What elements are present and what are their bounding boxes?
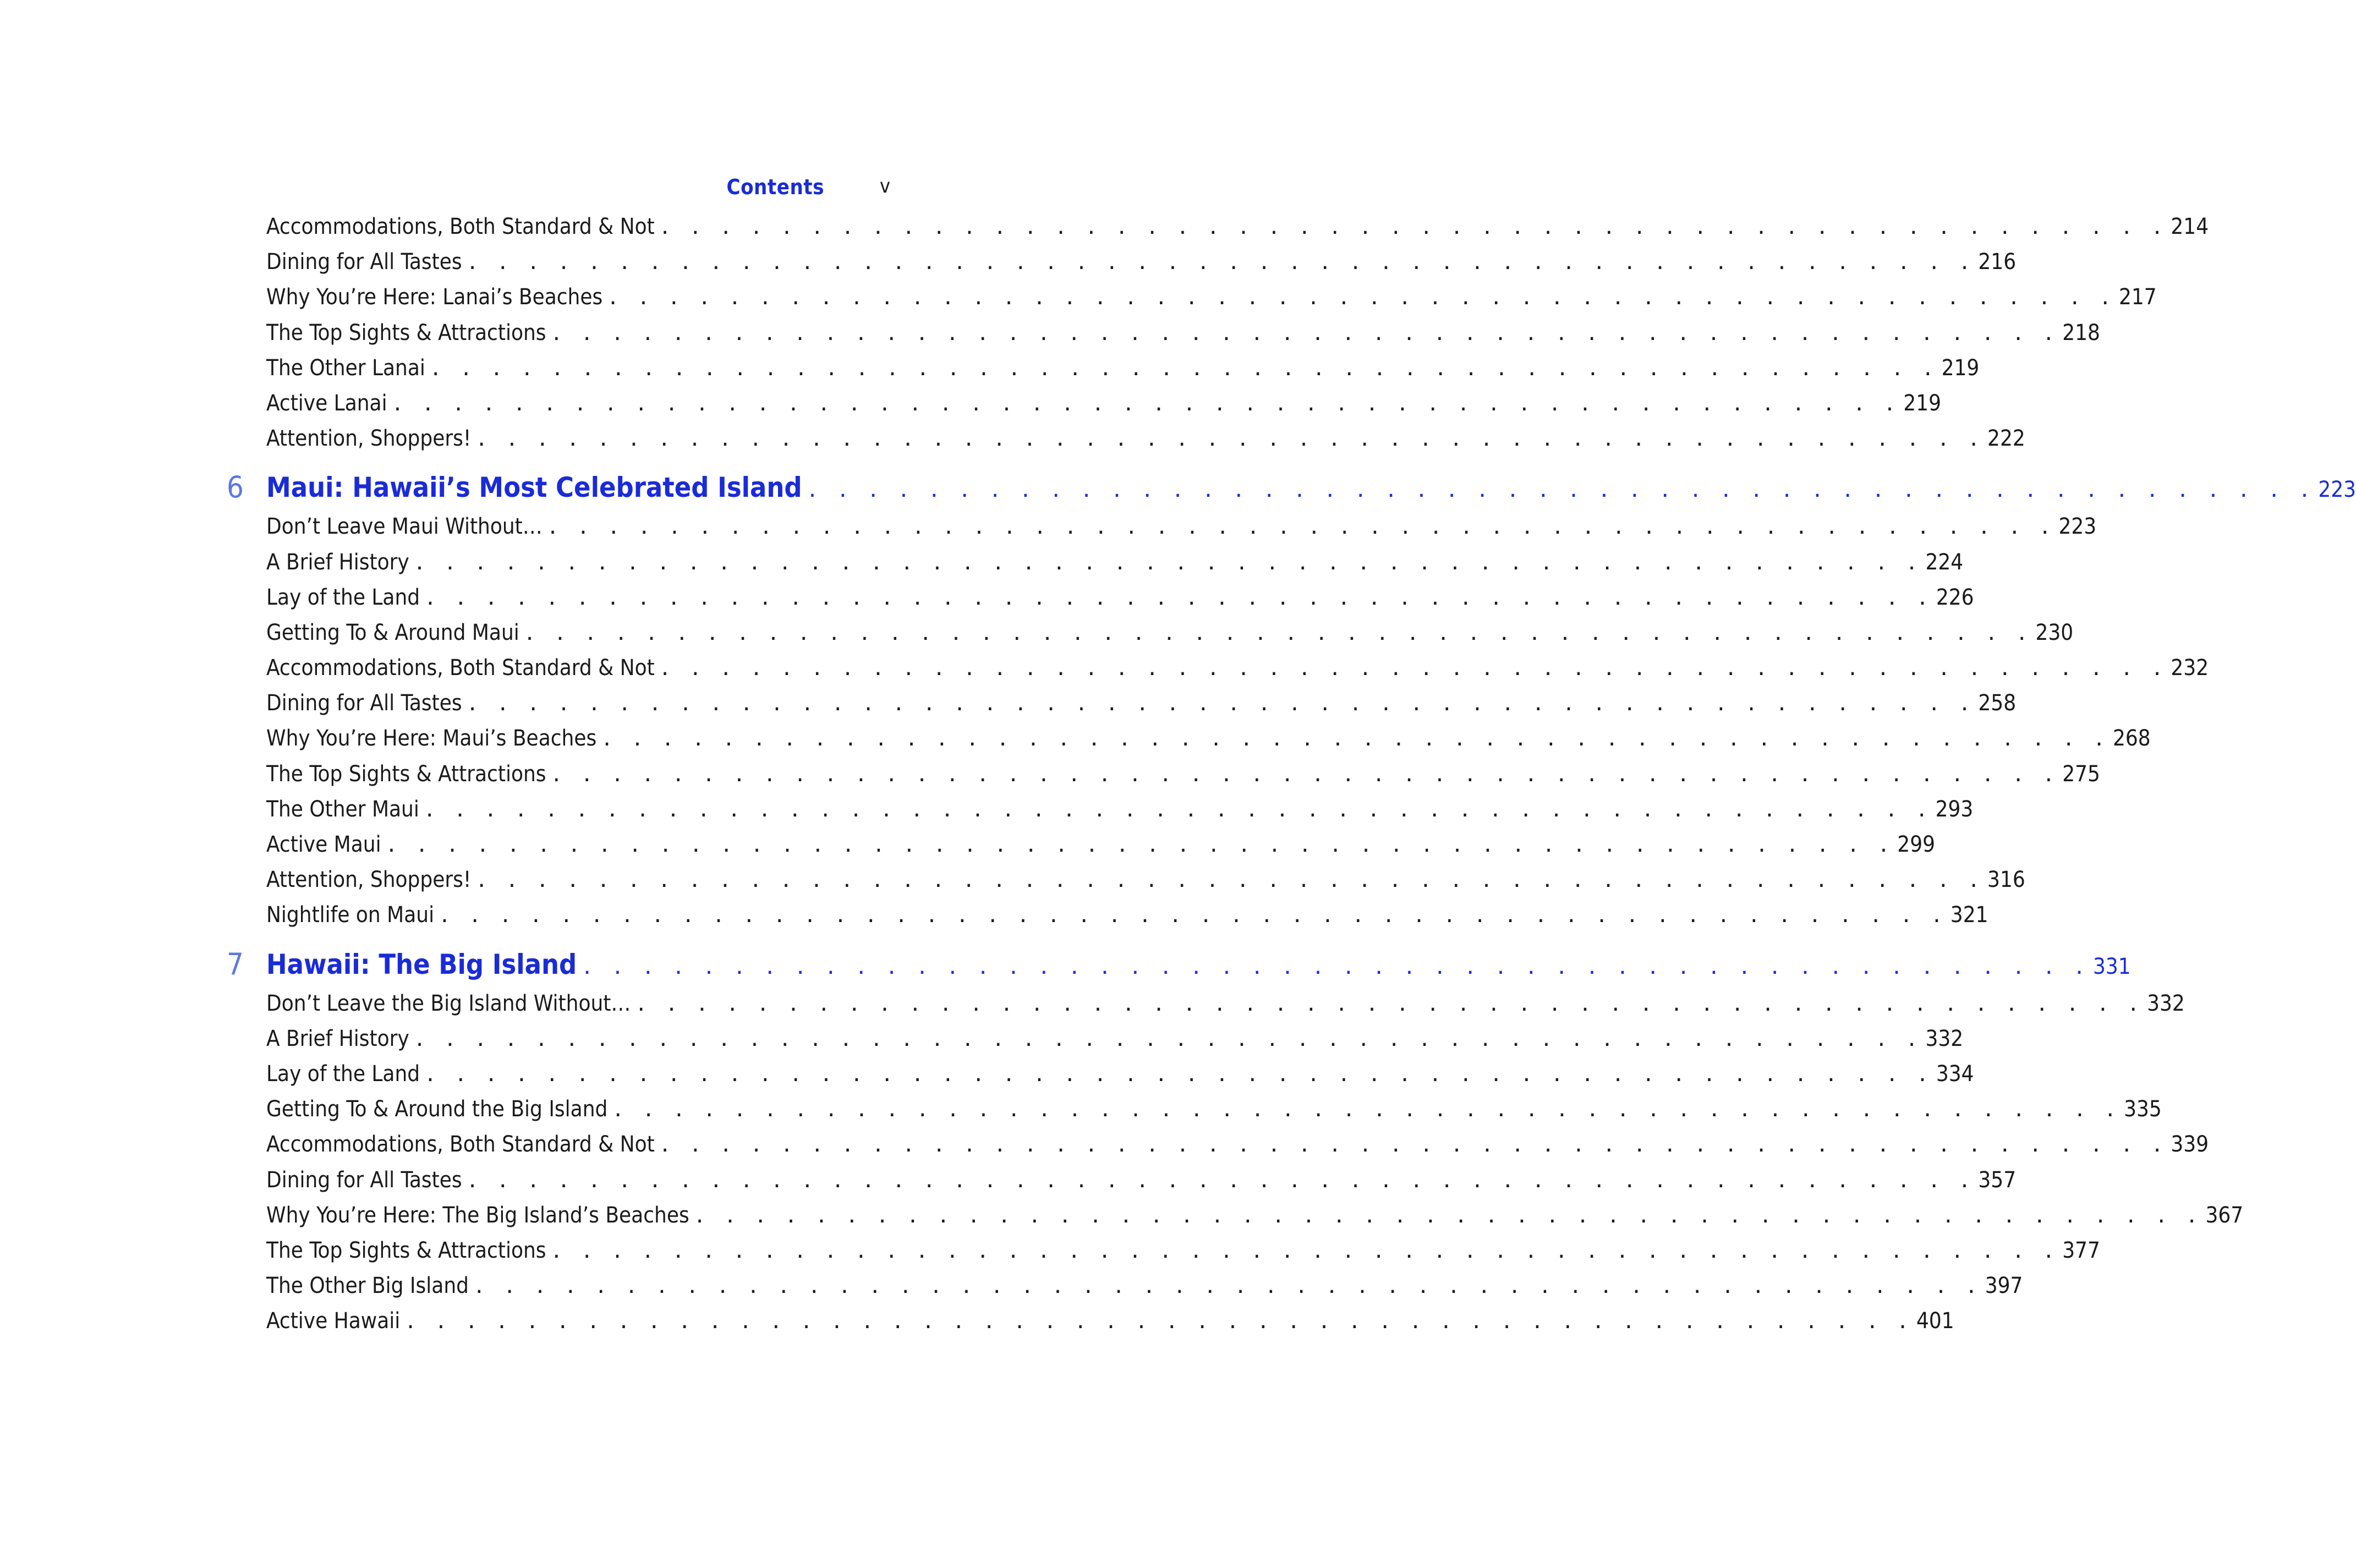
toc-entry[interactable]	[227, 686, 2017, 721]
entry-title: Don’t Leave Maui Without…	[266, 514, 543, 540]
toc-entry[interactable]	[227, 650, 2209, 686]
page-number: 226	[1936, 584, 1974, 610]
page-number: 377	[2062, 1237, 2100, 1263]
dot-leader: . . . . . . . . . . . . . . . . . . . . . . . . . . . . . . . . . . . . . . . . . . . . . . . . . .	[550, 322, 2058, 345]
dot-leader: . . . . . . . . . . . . . . . . . . . . . . . . . . . . . . . . . . . . . . . . . . . . . . . . . .	[659, 216, 2167, 239]
dot-leader: . . . . . . . . . . . . . . . . . . . . . . . . . . . . . . . . . . . . . . . . . . . . . . . . . .	[607, 287, 2114, 310]
toc-entry[interactable]	[227, 792, 1974, 827]
page-number: 367	[2205, 1202, 2244, 1228]
page-number: 230	[2035, 619, 2074, 645]
entry-title: Active Lanai	[266, 390, 387, 416]
entry-title: Active Hawaii	[266, 1308, 401, 1334]
page-number: 335	[2124, 1096, 2162, 1122]
page-number: 331	[2092, 953, 2131, 979]
dot-leader: . . . . . . . . . . . . . . . . . . . . . . . . . . . . . . . . . . . . . . . . . . . . . . . . . .	[404, 1311, 1912, 1334]
toc-entry[interactable]	[227, 862, 2025, 897]
toc-entry[interactable]	[227, 1268, 2023, 1303]
dot-leader: . . . . . . . . . . . . . . . . . . . . . . . . . . . . . . . . . . . . . . . . . . . . . . . . . .	[466, 251, 1974, 275]
dot-leader: . . . . . . . . . . . . . . . . . . . . . . . . . . . . . . . . . . . . . . . . . . . . . . . . . .	[385, 834, 1893, 857]
dot-leader: . . . . . . . . . . . . . . . . . . . . . . . . . . . . . . . . . . . . . . . . . . . . . . . . . .	[550, 1240, 2058, 1263]
toc-entry[interactable]	[227, 1303, 1954, 1339]
entry-title: A Brief History	[266, 1026, 409, 1051]
dot-leader: . . . . . . . . . . . . . . . . . . . . . . . . . . . . . . . . . . . . . . . . . . . . . . . . . .	[466, 693, 1974, 716]
page-number: 258	[1978, 690, 2017, 716]
dot-leader: . . . . . . . . . . . . . . . . . . . . . . . . . . . . . . . . . . . . . . . . . . . . . . . . . .	[523, 622, 2031, 645]
entry-title: Why You’re Here: Lanai’s Beaches	[266, 284, 603, 310]
toc-entry[interactable]	[227, 615, 2074, 650]
table-of-contents	[227, 209, 2356, 1339]
dot-leader: . . . . . . . . . . . . . . . . . . . . . . . . . . . . . . . . . . . . . . . . . . . . . . . . . .	[466, 1169, 1974, 1192]
page-number: 219	[1941, 355, 1980, 381]
page-number: 223	[2058, 514, 2097, 540]
running-head-label: Contents	[726, 175, 824, 199]
dot-leader: . . . . . . . . . . . . . . . . . . . . . . . . . . . . . . . . . . . . . . . . . . . . . . . . . .	[612, 1099, 2120, 1122]
page-folio: v	[879, 175, 890, 198]
running-head	[264, 175, 890, 200]
entry-title: Accommodations, Both Standard & Not	[266, 214, 655, 239]
page-number: 401	[1916, 1308, 1954, 1334]
entry-title: The Other Big Island	[266, 1273, 469, 1299]
toc-entry[interactable]	[227, 244, 2017, 279]
dot-leader: . . . . . . . . . . . . . . . . . . . . . . . . . . . . . . . . . . . . . . . . . . . . . . . . . .	[806, 479, 2314, 502]
dot-leader: . . . . . . . . . . . . . . . . . . . . . . . . . . . . . . . . . . . . . . . . . . . . . . . . . .	[424, 586, 1932, 610]
toc-entry[interactable]	[227, 1163, 2017, 1198]
entry-title: Why You’re Here: Maui’s Beaches	[266, 726, 597, 752]
dot-leader: . . . . . . . . . . . . . . . . . . . . . . . . . . . . . . . . . . . . . . . . . . . . . . . . . .	[601, 728, 2108, 751]
toc-entry[interactable]	[227, 509, 2097, 544]
dot-leader: . . . . . . . . . . . . . . . . . . . . . . . . . . . . . . . . . . . . . . . . . . . . . . . . . .	[473, 1275, 1981, 1298]
page-number: 224	[1925, 549, 1964, 575]
page-number: 332	[2147, 990, 2185, 1016]
page-number: 293	[1935, 796, 1974, 822]
toc-entry[interactable]	[227, 350, 1980, 386]
toc-entry[interactable]	[227, 315, 2100, 350]
page-number: 217	[2119, 284, 2157, 310]
dot-leader: . . . . . . . . . . . . . . . . . . . . . . . . . . . . . . . . . . . . . . . . . . . . . . . . . .	[413, 551, 1921, 574]
dot-leader: . . . . . . . . . . . . . . . . . . . . . . . . . . . . . . . . . . . . . . . . . . . . . . . . . .	[659, 657, 2167, 681]
entry-title: Why You’re Here: The Big Island’s Beaches	[266, 1202, 689, 1228]
entry-title: Dining for All Tastes	[266, 1167, 462, 1193]
entry-title: Attention, Shoppers!	[266, 867, 472, 893]
toc-entry[interactable]	[227, 1092, 2162, 1127]
page-number: 397	[1985, 1273, 2023, 1299]
toc-entry[interactable]	[227, 897, 1988, 933]
dot-leader: . . . . . . . . . . . . . . . . . . . . . . . . . . . . . . . . . . . . . . . . . . . . . . . . . .	[429, 357, 1937, 380]
dot-leader: . . . . . . . . . . . . . . . . . . . . . . . . . . . . . . . . . . . . . . . . . . . . . . . . . .	[413, 1028, 1921, 1051]
toc-entry[interactable]	[227, 1127, 2209, 1162]
dot-leader: . . . . . . . . . . . . . . . . . . . . . . . . . . . . . . . . . . . . . . . . . . . . . . . . . .	[475, 869, 1984, 892]
entry-title: The Top Sights & Attractions	[266, 320, 546, 346]
toc-entry[interactable]	[227, 1198, 2244, 1233]
toc-entry[interactable]	[227, 279, 2157, 315]
toc-entry[interactable]	[227, 209, 2209, 244]
page-number: 214	[2171, 214, 2209, 239]
entry-title: Don’t Leave the Big Island Without…	[266, 990, 631, 1016]
dot-leader: . . . . . . . . . . . . . . . . . . . . . . . . . . . . . . . . . . . . . . . . . . . . . . . . . .	[423, 798, 1931, 821]
page-number: 218	[2062, 320, 2100, 346]
page-number: 275	[2062, 761, 2100, 787]
page-number: 232	[2171, 655, 2209, 681]
entry-title: A Brief History	[266, 549, 409, 575]
dot-leader: . . . . . . . . . . . . . . . . . . . . . . . . . . . . . . . . . . . . . . . . . . . . . . . . . .	[546, 516, 2054, 539]
dot-leader: . . . . . . . . . . . . . . . . . . . . . . . . . . . . . . . . . . . . . . . . . . . . . . . . . .	[659, 1134, 2167, 1157]
entry-title: Getting To & Around Maui	[266, 619, 519, 645]
entry-title: Active Maui	[266, 832, 381, 857]
page-number: 299	[1897, 832, 1935, 857]
toc-entry[interactable]	[227, 1021, 1964, 1056]
entry-title: Attention, Shoppers!	[266, 426, 472, 452]
page-number: 222	[1987, 426, 2025, 452]
page-number: 219	[1903, 390, 1941, 416]
dot-leader: . . . . . . . . . . . . . . . . . . . . . . . . . . . . . . . . . . . . . . . . . . . . . . . . . .	[693, 1204, 2201, 1227]
entry-title: The Top Sights & Attractions	[266, 1237, 546, 1263]
page-number: 316	[1987, 867, 2025, 893]
entry-title: Lay of the Land	[266, 1061, 420, 1087]
chapter-number: 7	[227, 946, 244, 982]
chapter-title: Maui: Hawaii’s Most Celebrated Island	[266, 472, 802, 504]
toc-entry[interactable]	[227, 1056, 1974, 1092]
toc-entry[interactable]	[227, 545, 1964, 580]
page-number: 357	[1978, 1167, 2017, 1193]
toc-entry[interactable]	[227, 580, 1974, 615]
entry-title: Dining for All Tastes	[266, 690, 462, 716]
entry-title: Lay of the Land	[266, 584, 420, 610]
dot-leader: . . . . . . . . . . . . . . . . . . . . . . . . . . . . . . . . . . . . . . . . . . . . . . . . . .	[424, 1063, 1932, 1086]
entry-title: Getting To & Around the Big Island	[266, 1096, 608, 1122]
toc-entry[interactable]	[227, 421, 2025, 456]
dot-leader: . . . . . . . . . . . . . . . . . . . . . . . . . . . . . . . . . . . . . . . . . . . . . . . . . .	[550, 763, 2058, 786]
toc-chapter-heading[interactable]	[227, 466, 2356, 509]
page-number: 334	[1936, 1061, 1974, 1087]
entry-title: Dining for All Tastes	[266, 249, 462, 275]
page-number: 321	[1950, 902, 1988, 928]
chapter-title: Hawaii: The Big Island	[266, 948, 577, 980]
page-number: 332	[1925, 1026, 1964, 1051]
toc-entry[interactable]	[227, 721, 2151, 756]
toc-entry[interactable]	[227, 756, 2100, 792]
page-number: 268	[2112, 726, 2151, 752]
toc-entry[interactable]	[227, 986, 2185, 1021]
page-number: 339	[2171, 1132, 2209, 1158]
entry-title: Nightlife on Maui	[266, 902, 435, 928]
dot-leader: . . . . . . . . . . . . . . . . . . . . . . . . . . . . . . . . . . . . . . . . . . . . . . . . . .	[391, 392, 1899, 415]
dot-leader: . . . . . . . . . . . . . . . . . . . . . . . . . . . . . . . . . . . . . . . . . . . . . . . . . .	[635, 993, 2143, 1016]
dot-leader: . . . . . . . . . . . . . . . . . . . . . . . . . . . . . . . . . . . . . . . . . . . . . . . . . .	[581, 956, 2089, 979]
entry-title: The Other Maui	[266, 796, 419, 822]
entry-title: The Top Sights & Attractions	[266, 761, 546, 787]
page-number: 223	[2318, 477, 2356, 503]
toc-entry[interactable]	[227, 386, 1941, 421]
entry-title: Accommodations, Both Standard & Not	[266, 1132, 655, 1158]
dot-leader: . . . . . . . . . . . . . . . . . . . . . . . . . . . . . . . . . . . . . . . . . . . . . . . . . .	[475, 428, 1984, 451]
toc-entry[interactable]	[227, 827, 1935, 862]
chapter-number: 6	[227, 470, 244, 505]
dot-leader: . . . . . . . . . . . . . . . . . . . . . . . . . . . . . . . . . . . . . . . . . . . . . . . . . .	[439, 904, 1946, 928]
entry-title: Accommodations, Both Standard & Not	[266, 655, 655, 681]
page-number: 216	[1978, 249, 2017, 275]
entry-title: The Other Lanai	[266, 355, 425, 381]
toc-entry[interactable]	[227, 1233, 2100, 1268]
toc-chapter-heading[interactable]	[227, 943, 2131, 986]
